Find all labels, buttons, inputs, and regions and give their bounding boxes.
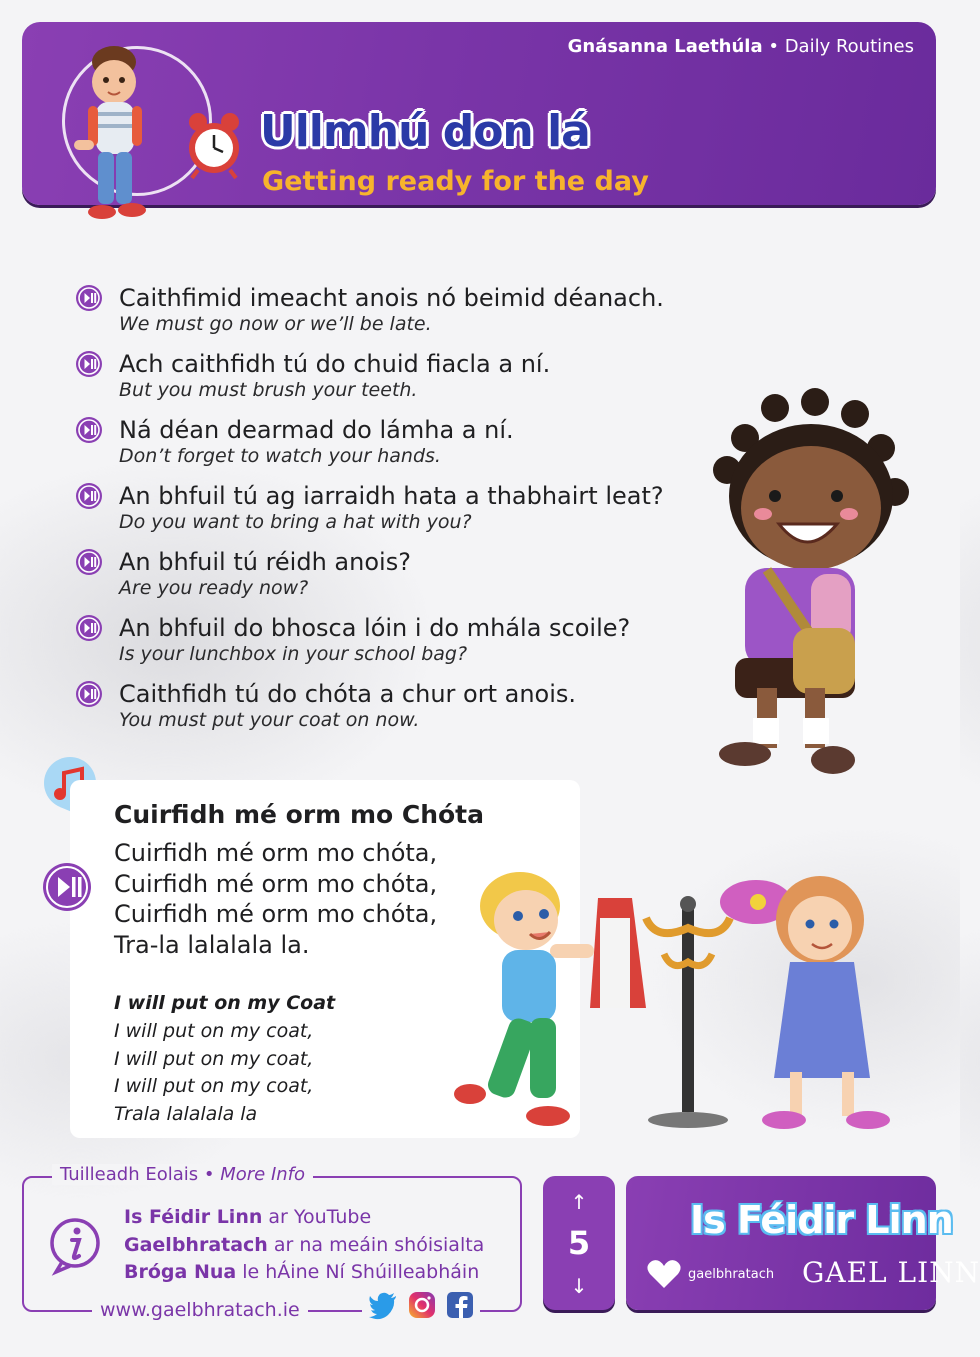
play-pause-icon[interactable] — [76, 483, 102, 509]
phrase-irish: An bhfuil tú ag iarraidh hata a thabhairt leat? — [119, 482, 664, 510]
page-title: Ullmhú don lá — [260, 106, 590, 157]
info-icon — [48, 1216, 102, 1274]
page-down-arrow[interactable]: ↓ — [570, 1274, 588, 1298]
phrase-irish: Caithfimid imeacht anois nó beimid déanach. — [119, 284, 664, 312]
legend-ga: Tuilleadh Eolais — [60, 1164, 199, 1185]
gaelbhratach-logo: gaelbhratach — [644, 1258, 774, 1290]
instagram-icon[interactable] — [408, 1291, 436, 1319]
song-title-ga: Cuirfidh mé orm mo Chóta — [114, 800, 485, 829]
gael-linn-logo: GAEL LINN — [802, 1256, 980, 1289]
play-pause-icon[interactable] — [76, 417, 102, 443]
is-feidir-linn-logo: Is Féidir Linn — [690, 1198, 953, 1242]
category-separator: • — [762, 36, 785, 57]
phrase-irish: An bhfuil do bhosca lóin i do mhála scoile? — [119, 614, 631, 642]
play-pause-icon[interactable] — [76, 285, 102, 311]
phrase-item — [76, 481, 716, 547]
boy-illustration — [66, 44, 166, 224]
heart-icon — [644, 1258, 684, 1290]
phrase-item — [76, 613, 716, 679]
phrase-irish: An bhfuil tú réidh anois? — [119, 548, 411, 576]
children-coat-stand-illustration — [450, 858, 900, 1136]
alarm-clock-icon — [186, 110, 242, 180]
song-line-ga: Cuirfidh mé orm mo chóta, — [114, 869, 438, 898]
more-info-heading — [52, 1164, 313, 1185]
info-line-social[interactable]: Gaelbhratach ar na meáin shóisialta — [124, 1233, 485, 1256]
song-line-en: I will put on my coat, — [114, 1020, 314, 1042]
phrase-irish: Caithfidh tú do chóta a chur ort anois. — [119, 680, 577, 708]
phrase-english: Don’t forget to watch your hands. — [119, 445, 441, 467]
song-line-en: Trala lalalala la — [114, 1102, 258, 1125]
song-line-en: I will put on my coat, — [114, 1047, 314, 1070]
page-subtitle: Getting ready for the day — [262, 166, 649, 197]
play-pause-icon[interactable] — [76, 681, 102, 707]
category-ga: Gnásanna Laethúla — [567, 36, 763, 57]
girl-with-bag-illustration — [705, 388, 915, 780]
song-title-en: I will put on my Coat — [114, 992, 336, 1014]
song-line-en: I will put on my coat, — [114, 1075, 314, 1097]
legend-en: More Info — [220, 1164, 306, 1185]
phrase-irish: Ná déan dearmad do lámha a ní. — [119, 416, 514, 444]
website-link[interactable]: www.gaelbhratach.ie — [92, 1299, 308, 1321]
phrase-english: We must go now or we’ll be late. — [119, 313, 432, 335]
more-info-lines — [124, 1204, 484, 1287]
phrase-list — [76, 283, 716, 745]
phrase-english: Do you want to bring a hat with you? — [119, 511, 472, 533]
phrase-item — [76, 415, 716, 481]
info-line-youtube[interactable]: Is Féidir Linn ar YouTube — [124, 1206, 372, 1228]
header-category — [568, 36, 914, 57]
phrase-item — [76, 349, 716, 415]
song-line-ga: Tra-la lalalala la. — [114, 930, 310, 959]
play-pause-icon[interactable] — [76, 549, 102, 575]
page-up-arrow[interactable]: ↑ — [570, 1190, 588, 1214]
phrase-english: Are you ready now? — [119, 577, 309, 599]
category-en: Daily Routines — [784, 36, 914, 57]
facebook-icon[interactable] — [446, 1291, 474, 1319]
twitter-icon[interactable] — [368, 1291, 398, 1319]
phrase-english: Is your lunchbox in your school bag? — [119, 643, 468, 665]
song-play-pause-icon[interactable] — [42, 862, 92, 912]
info-line-book[interactable]: Bróga Nua le hÁine Ní Shúilleabháin — [124, 1261, 480, 1283]
phrase-english: You must put your coat on now. — [119, 709, 420, 731]
brand-panel — [626, 1176, 980, 1310]
phrase-irish: Ach caithfidh tú do chuid fiacla a ní. — [119, 350, 551, 378]
page-number: 5 — [567, 1224, 591, 1262]
header-banner — [22, 22, 936, 205]
song-lyrics-ga — [114, 838, 437, 960]
phrase-item — [76, 547, 716, 613]
song-line-ga: Cuirfidh mé orm mo chóta, — [114, 900, 438, 928]
play-pause-icon[interactable] — [76, 615, 102, 641]
phrase-english: But you must brush your teeth. — [119, 379, 418, 401]
song-lyrics-en — [114, 1018, 313, 1128]
legend-separator: • — [198, 1164, 221, 1185]
play-pause-icon[interactable] — [76, 351, 102, 377]
page-navigation — [543, 1176, 615, 1310]
phrase-item — [76, 283, 716, 349]
phrase-item — [76, 679, 716, 745]
social-icons — [362, 1291, 480, 1319]
song-line-ga: Cuirfidh mé orm mo chóta, — [114, 839, 438, 867]
